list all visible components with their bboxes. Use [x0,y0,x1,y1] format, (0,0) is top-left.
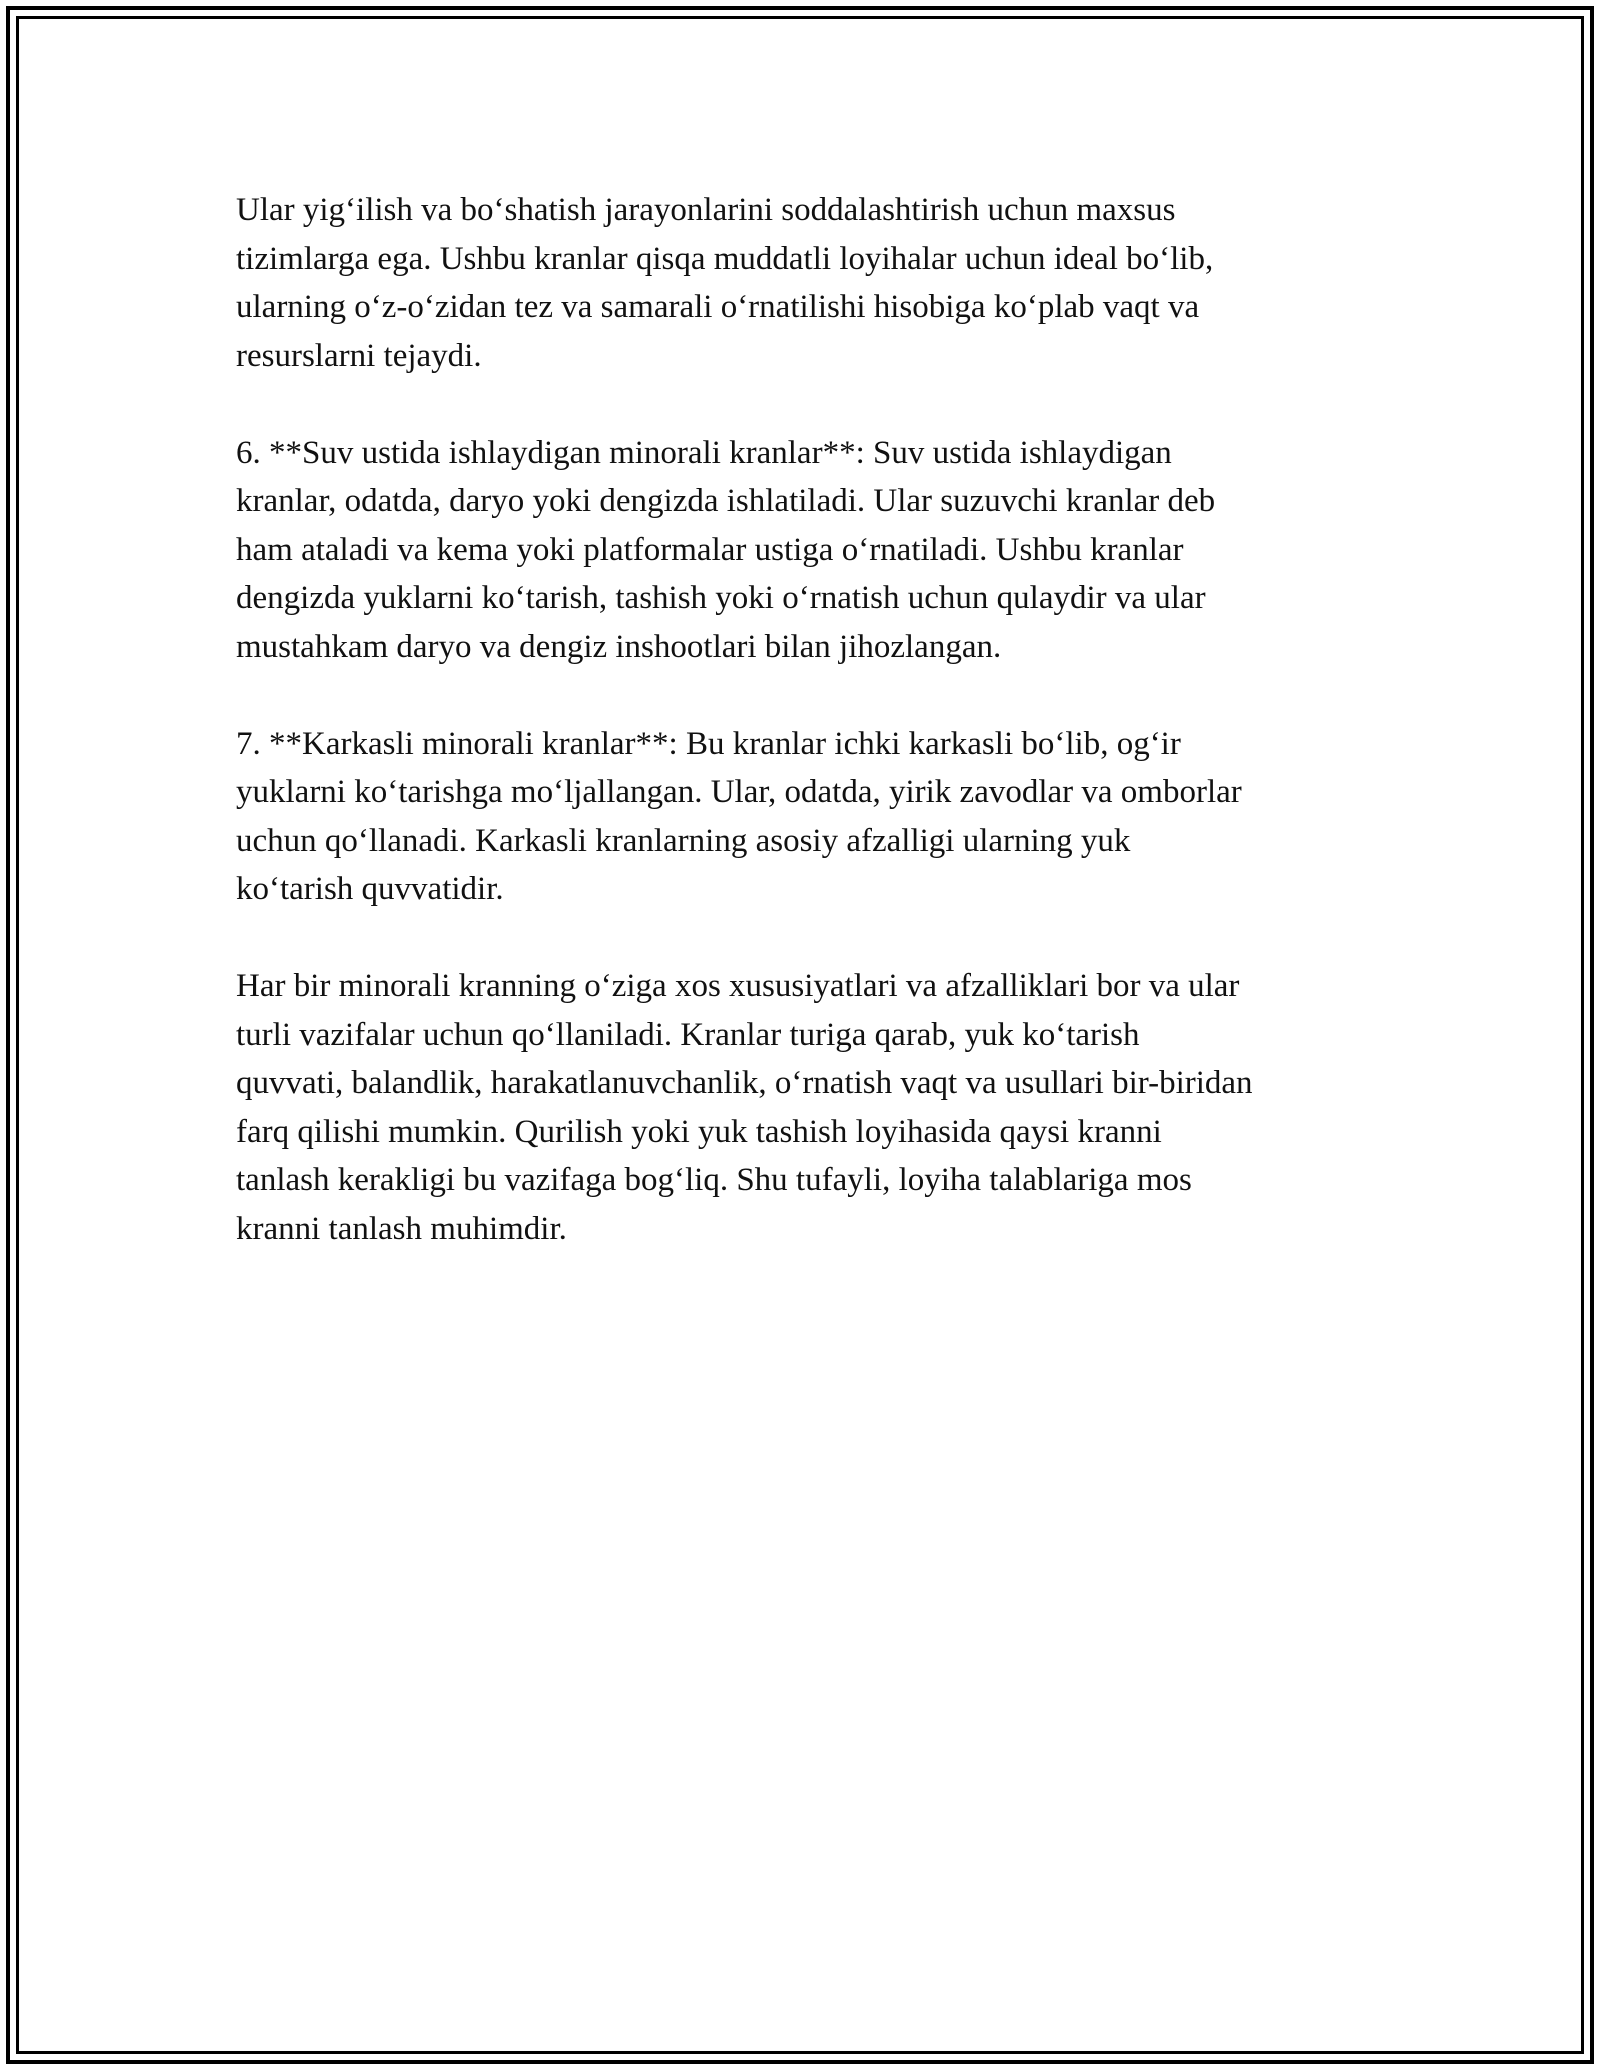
text-line: 6. **Suv ustida ishlaydigan minorali kranlar**: Suv ustida ishlaydigan [236,434,1172,471]
text-line: turli vazifalar uchun qo‘llaniladi. Kranlar turiga qarab, yuk ko‘tarish [236,1016,1140,1053]
text-line: ularning o‘z-o‘zidan tez va samarali o‘rnatilishi hisobiga ko‘plab vaqt va [236,289,1200,325]
text-line: tizimlarga ega. Ushbu kranlar qisqa muddatli loyihalar uchun ideal bo‘lib, [236,240,1214,277]
document-body [236,186,1376,1302]
paragraph-4 [236,962,1376,1253]
text-line: quvvati, balandlik, harakatlanuvchanlik, o‘rnatish vaqt va usullari bir-biridan [236,1065,1253,1101]
text-line: Har bir minorali kranning o‘ziga xos xususiyatlari va afzalliklari bor va ular [236,968,1240,1004]
text-line: ko‘tarish quvvatidir. [236,871,504,907]
text-line: uchun qo‘llanadi. Karkasli kranlarning asosiy afzalligi ularning yuk [236,822,1131,859]
text-line: farq qilishi mumkin. Qurilish yoki yuk tashish loyihasida qaysi kranni [236,1113,1162,1150]
text-line: yuklarni ko‘tarishga mo‘ljallangan. Ular, odatda, yirik zavodlar va omborlar [236,774,1242,810]
text-line: resurslarni tejaydi. [236,337,482,374]
paragraph-1 [236,186,1376,380]
text-line: mustahkam daryo va dengiz inshootlari bilan jihozlangan. [236,628,1002,665]
paragraph-3 [236,720,1376,914]
text-line: Ular yig‘ilish va bo‘shatish jarayonlarini soddalashtirish uchun maxsus [236,192,1176,228]
text-line: tanlash kerakligi bu vazifaga bog‘liq. Shu tufayli, loyiha talablariga mos [236,1162,1192,1198]
text-line: kranni tanlash muhimdir. [236,1210,567,1247]
text-line: ham ataladi va kema yoki platformalar ustiga o‘rnatiladi. Ushbu kranlar [236,531,1184,568]
text-line: kranlar, odatda, daryo yoki dengizda ishlatiladi. Ular suzuvchi kranlar deb [236,483,1216,519]
text-line: 7. **Karkasli minorali kranlar**: Bu kranlar ichki karkasli bo‘lib, og‘ir [236,725,1181,762]
text-line: dengizda yuklarni ko‘tarish, tashish yoki o‘rnatish uchun qulaydir va ular [236,580,1206,616]
paragraph-2 [236,429,1376,672]
